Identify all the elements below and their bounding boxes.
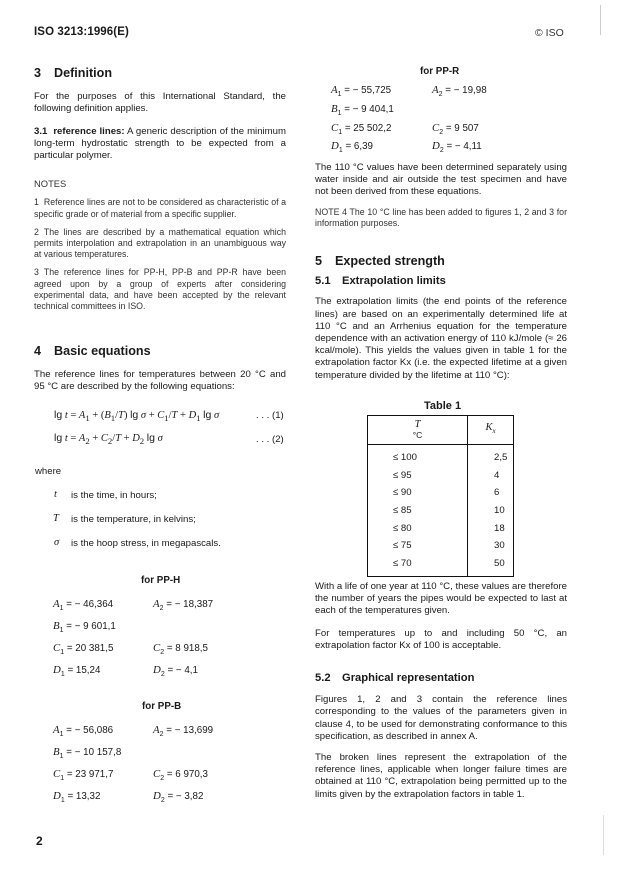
- pp-h-title: for PP-H: [141, 575, 181, 586]
- pp-h-d2: $D_2$ = − 4,1: [153, 664, 198, 679]
- note-1: 1 Reference lines are not to be considered as characteristic of a specific grade or of material from a specific supplier.: [34, 197, 286, 219]
- var-t-desc: is the time, in hours;: [71, 490, 157, 501]
- table-row: ≤ 85 10: [368, 502, 514, 520]
- table-row: ≤ 95 4: [368, 467, 514, 485]
- table-row: ≤ 75 30: [368, 537, 514, 555]
- pp-b-a1: $A_1$ = − 56,086: [53, 724, 114, 739]
- pp-r-c2: $C_2 = 9$ 507: [432, 122, 479, 137]
- pp-b-d1: $D_1 = 13,32$: [53, 790, 101, 805]
- note-4: NOTE 4 The 10 °C line has been added to figures 1, 2 and 3 for information purposes.: [315, 206, 567, 228]
- section-5-continued: [315, 581, 567, 801]
- pp-b-c1: $C_1 = 23$ 971,7: [53, 768, 114, 783]
- pp-h-c2: $C_2 = 8$ 918,5: [153, 642, 208, 657]
- table-row: ≤ 80 18: [368, 519, 514, 537]
- pp-h-c1: $C_1 = 20$ 381,5: [53, 642, 114, 657]
- note-110c-values: The 110 °C values have been determined separately using water inside and air outside the test specimen and have not been derived from these equations.: [315, 162, 567, 198]
- scan-edge-mark: [600, 5, 601, 35]
- equation-2: $\lg t = A_2 + C_2/T + D_2$ lg σ: [54, 432, 163, 447]
- notes-title: NOTES: [34, 178, 67, 190]
- section-3-intro: For the purposes of this International Standard, the following definition applies.: [34, 91, 286, 115]
- section-5-2-text-2: The broken lines represent the extrapolation of the reference lines, applicable when longer failure times are obtained at 110 °C, extrapolation being permitted up to the limits given by the extrapolation factors in table 1.: [315, 752, 567, 800]
- section-5-1-text: The extrapolation limits (the end points of the reference lines) are based on an experimentally determined life at 110 °C and an Arrhenius equation for the temperature dependence with an activation energy of 110 kJ/mole (≈ 26 kcal/mole). This yields the values given in table 1 for the extrapolation factor Kx (i.e. the expected lifetime at a given temperature divided by the lifetime at 110 °C):: [315, 296, 567, 381]
- copyright-mark: © ISO: [535, 27, 564, 39]
- pp-r-c1: $C_1 = 25$ 502,2: [331, 122, 392, 137]
- var-T-desc: is the temperature, in kelvins;: [71, 514, 196, 525]
- pp-r-b1: $B_1$ = − 9 404,1: [331, 103, 394, 118]
- pp-b-title: for PP-B: [142, 701, 182, 712]
- var-T-symbol: T: [53, 513, 59, 524]
- var-sigma-desc: is the hoop stress, in megapascals.: [71, 538, 221, 549]
- col-temperature-header: T °C: [368, 416, 468, 445]
- pp-b-b1: $B_1$ = − 10 157,8: [53, 746, 122, 761]
- table-row: ≤ 100 2,5: [368, 445, 514, 467]
- pp-r-d2: $D_2$ = − 4,11: [432, 140, 482, 155]
- table-1-title: Table 1: [424, 400, 462, 412]
- pp-b-d2: $D_2$ = − 3,82: [153, 790, 204, 805]
- section-5-2-heading: 5.2 Graphical representation: [315, 672, 475, 685]
- pp-h-b1: $B_1$ = − 9 601,1: [53, 620, 116, 635]
- section-5-heading: 5 Expected strength: [315, 254, 445, 268]
- pp-h-d1: $D_1 = 15,24$: [53, 664, 101, 679]
- pp-r-d1: $D_1 = 6,39$: [331, 140, 373, 155]
- standard-id: ISO 3213:1996(E): [34, 26, 129, 38]
- page-number: 2: [36, 834, 43, 848]
- scan-edge-mark: [603, 815, 604, 855]
- pp-h-a2: $A_2$ = − 18,387: [153, 598, 214, 613]
- col-kx-header: $K_x$: [468, 416, 514, 445]
- section-4-heading: 4 Basic equations: [34, 344, 151, 358]
- var-t-symbol: t: [54, 489, 57, 500]
- where-label: where: [35, 466, 62, 477]
- section-5-1-heading: 5.1 Extrapolation limits: [315, 275, 446, 288]
- equation-1: $\lg t = A_1 + (B_1/T)$ $\lg \sigma + C_1/T + D_1$ lg σ: [54, 409, 220, 424]
- pp-b-a2: $A_2$ = − 13,699: [153, 724, 214, 739]
- section-5: [315, 255, 567, 382]
- section-3-heading: 3 Definition: [34, 66, 113, 80]
- definition-3-1: 3.1 reference lines: A generic description of the minimum long-term hydrostatic strength to be expected from a particular polymer.: [34, 125, 286, 162]
- note-110c-block: [315, 162, 567, 229]
- after-table-text-1: With a life of one year at 110 °C, these values are therefore the number of years the pipes would be expected to last at each of the temperatures given.: [315, 581, 567, 617]
- pp-b-c2: $C_2 = 6$ 970,3: [153, 768, 208, 783]
- equation-2-label: . . . (2): [256, 434, 284, 445]
- after-table-text-2: For temperatures up to and including 50 °C, an extrapolation factor Kx of 100 is acceptable.: [315, 627, 567, 651]
- table-header-row: [368, 416, 514, 445]
- equation-1-label: . . . (1): [256, 410, 284, 421]
- pp-h-a1: $A_1$ = − 46,364: [53, 598, 114, 613]
- section-5-2-text-1: Figures 1, 2 and 3 contain the reference lines corresponding to the values of the parameters given in clause 4, to be used for demonstrating conformance to this specification, as described in annex A.: [315, 694, 567, 742]
- pp-r-a2: $A_2$ = − 19,98: [432, 84, 487, 99]
- section-4: [34, 345, 286, 394]
- section-3: [34, 67, 286, 312]
- table-row: ≤ 70 50: [368, 555, 514, 577]
- table-row: ≤ 90 6: [368, 484, 514, 502]
- pp-r-a1: $A_1$ = − 55,725: [331, 84, 392, 99]
- note-3: 3 The reference lines for PP-H, PP-B and PP-R have been agreed upon by a group of experts after considering experimental data, and have been accepted by the relevant technical committees in ISO.: [34, 267, 286, 312]
- var-sigma-symbol: σ: [54, 537, 60, 548]
- section-4-intro: The reference lines for temperatures between 20 °C and 95 °C are described by the following equations:: [34, 369, 286, 393]
- pp-r-title: for PP-R: [420, 66, 460, 77]
- table-1: [367, 415, 514, 577]
- note-2: 2 The lines are described by a mathematical equation which permits interpolation and extrapolation in an unambiguous way at various temperatures.: [34, 226, 286, 260]
